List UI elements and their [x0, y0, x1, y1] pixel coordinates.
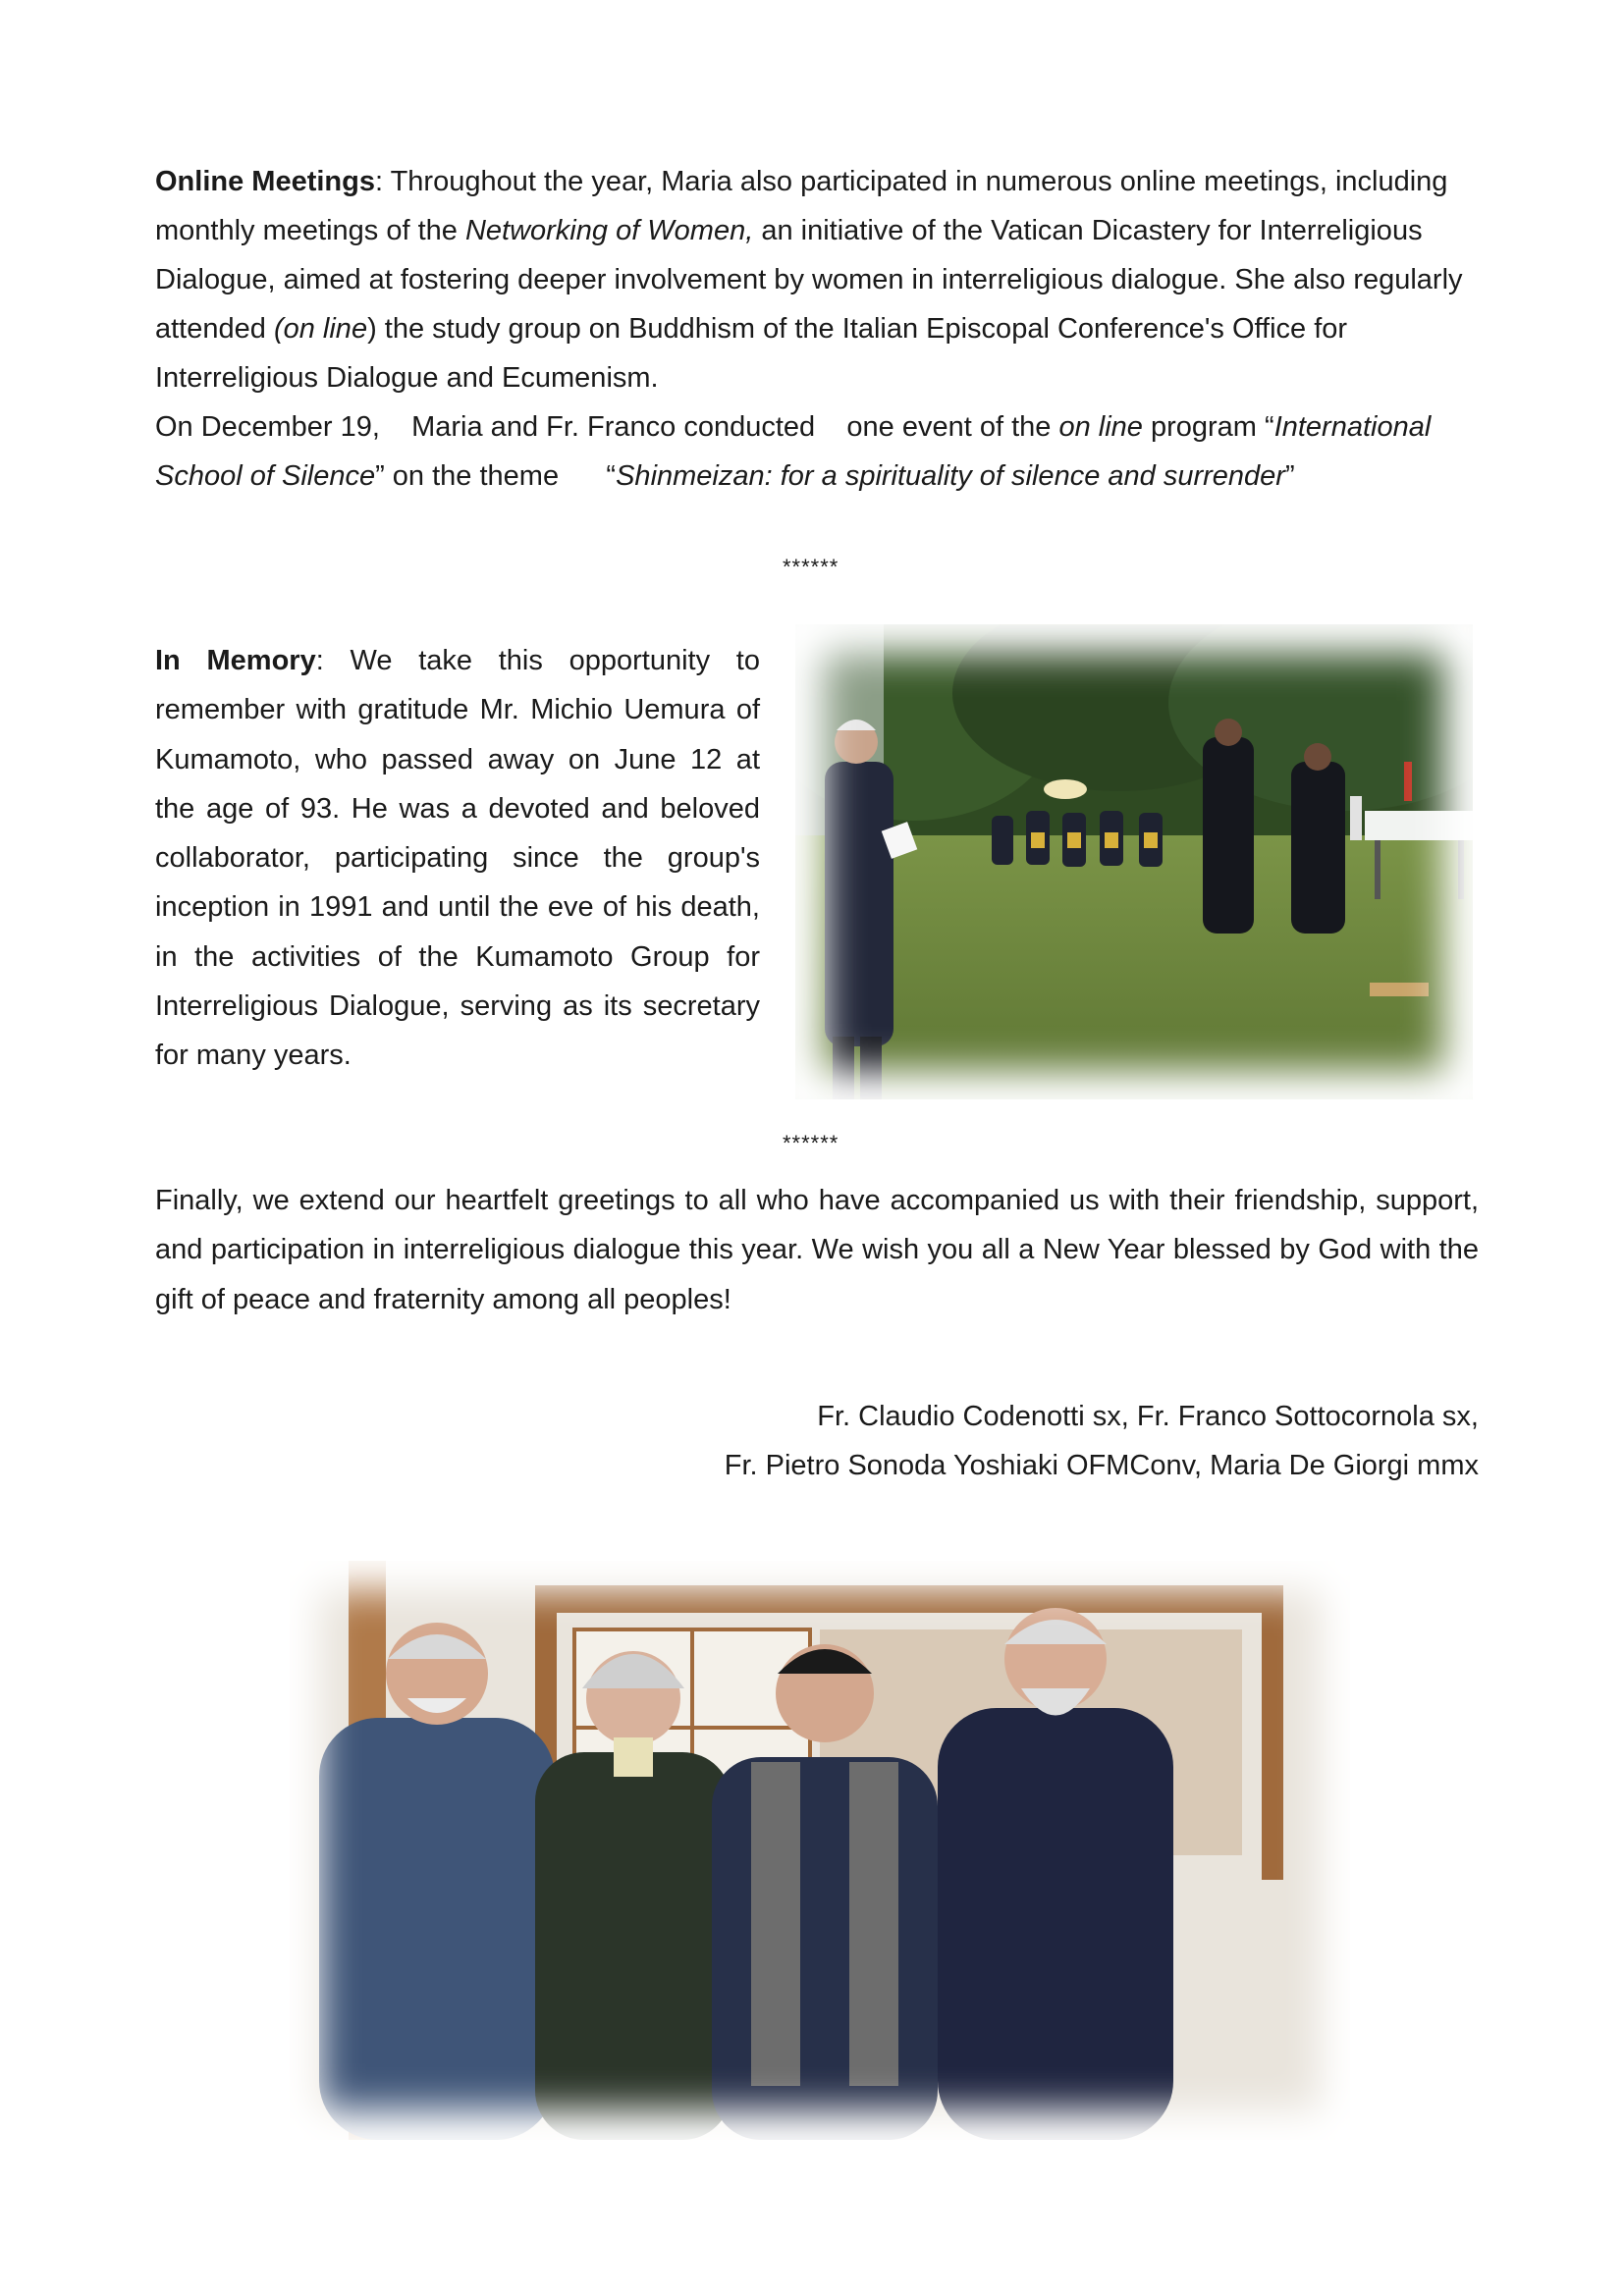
signature-line-2: Fr. Pietro Sonoda Yoshiaki OFMConv, Maria De Giorgi mmx [724, 1450, 1479, 1482]
on-line-note: on line [1058, 411, 1143, 443]
on-line-note: (on line [273, 313, 368, 345]
event-theme-title: Shinmeizan: for a spirituality of silence and surrender [616, 460, 1285, 492]
ceremony-illustration [795, 624, 1473, 1099]
text-run: ) the study group on Buddhism of the Italian Episcopal Conference's Office for Interreligious Dialogue and Ecumenism. [155, 313, 1348, 394]
group-portrait-photo [290, 1561, 1350, 2140]
text-run: an initiative of the Vatican Dicastery for Interreligious Dialogue, aimed at fostering deeper involvement by women in interreligious dialogue. She also regularly attended [155, 215, 1463, 345]
online-meetings-section [155, 157, 1481, 501]
closing-section [155, 1176, 1479, 1324]
text-run: : Throughout the year, Maria also participated in numerous online meetings, including monthly meetings of the [155, 166, 1448, 246]
text-run: ” [1284, 460, 1295, 492]
in-memory-text: : We take this opportunity to remember with gratitude Mr. Michio Uemura of Kumamoto, who passed away on June 12 at the age of 93. He was a devoted and beloved collaborator, participating since the group's inception in 1991 and until the eve of his death, in the activities of the Kumamoto Group for Interreligious Dialogue, serving as its secretary for many years. [155, 645, 760, 1072]
school-of-silence-title: International School of Silence [155, 411, 1432, 492]
text-run: On December 19, Maria and Fr. Franco conducted one event of the [155, 411, 1059, 443]
in-memory-section [155, 636, 760, 1081]
text-run: program “ [1142, 411, 1274, 443]
text-run: ” on the theme “ [375, 460, 617, 492]
signature-block [725, 1392, 1479, 1491]
online-meetings-paragraph [155, 157, 1481, 402]
in-memory-heading: In Memory [155, 645, 316, 676]
december-event-paragraph [155, 402, 1481, 501]
closing-paragraph: Finally, we extend our heartfelt greetings to all who have accompanied us with their friendship, support, and participation in interreligious dialogue this year. We wish you all a New Year blessed by God with the gift of peace and fraternity among all peoples! [155, 1185, 1479, 1315]
outdoor-ceremony-photo [795, 624, 1473, 1099]
section-separator: ****** [783, 1131, 839, 1155]
section-separator: ****** [783, 555, 839, 579]
group-portrait-illustration [290, 1561, 1350, 2140]
in-memory-paragraph [155, 636, 760, 1081]
online-meetings-heading: Online Meetings [155, 166, 375, 197]
signature-line-1: Fr. Claudio Codenotti sx, Fr. Franco Sottocornola sx, [817, 1401, 1479, 1432]
networking-of-women-title: Networking of Women, [464, 215, 754, 246]
